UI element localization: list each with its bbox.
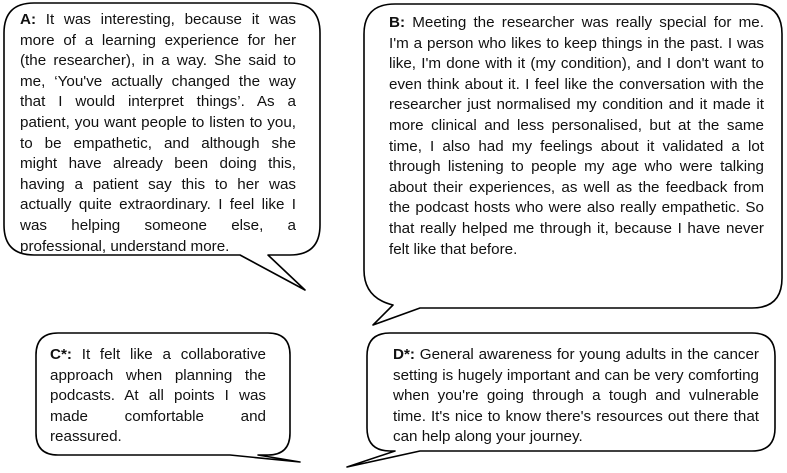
speaker-label-c: C*: xyxy=(50,346,72,363)
speaker-label-a: A: xyxy=(20,11,37,28)
quote-d xyxy=(393,345,759,448)
quote-text-b: Meeting the researcher was really special for me. I'm a person who likes to keep things in the past. I was like, I'm done with it (my condition), and I don't want to even think about it. I feel like the conversation with the researcher just normalised my condition and it made it more clinical and less personalised, but at the same time, I also had my feelings about it validated a lot through listening to people my age who were talking about their experiences, as well as the feedback from the podcast hosts who were also really empathetic. So that really helped me through it, because I have never felt like that before. xyxy=(389,14,764,258)
quote-c xyxy=(50,345,266,448)
quote-a xyxy=(20,10,296,257)
quote-b xyxy=(389,13,764,260)
speaker-label-b: B: xyxy=(389,14,406,31)
quote-text-c: It felt like a collaborative approach when planning the podcasts. At all points I was made comfortable and reassured. xyxy=(50,346,266,446)
quote-text-a: It was interesting, because it was more of a learning experience for her (the researcher), in a way. She said to me, ‘You've actually changed the way that I would interpret things’. As a patient, you want people to listen to you, to be empathetic, and although she might have already been doing this, having a patient say this to her was actually quite extraordinary. I feel like I was helping someone else, a professional, understand more. xyxy=(20,11,296,255)
quote-text-d: General awareness for young adults in the cancer setting is hugely important and can be very comforting when you're going through a tough and vulnerable time. It's nice to know there's resources out there that can help along your journey. xyxy=(393,346,759,446)
speaker-label-d: D*: xyxy=(393,346,415,363)
